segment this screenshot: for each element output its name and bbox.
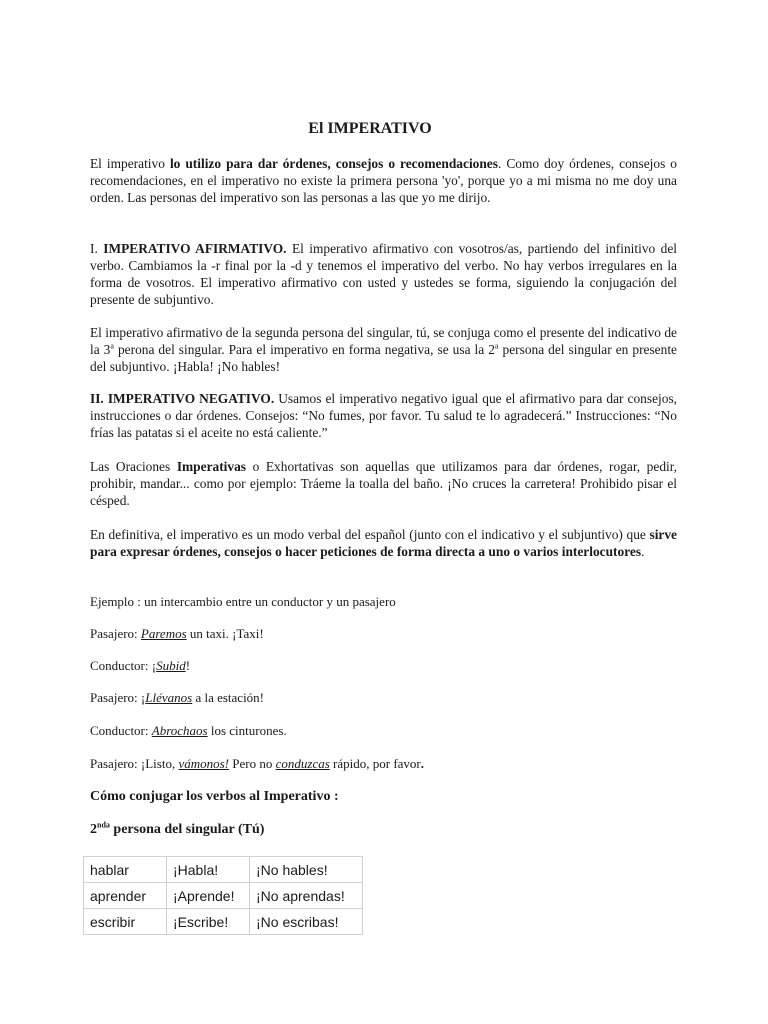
paragraph-oraciones [90, 458, 677, 509]
imperative-verb: Llévanos [145, 690, 193, 705]
affirmative-cell: ¡Escribe! [167, 909, 250, 935]
section-heading-conjugation: Cómo conjugar los verbos al Imperativo : [90, 789, 339, 804]
text: El imperativo afirmativo de la segunda persona del singular, tú, se conjuga como el presente del indicativo de la 3 [90, 325, 677, 357]
text: Usamos el imperativo negativo igual que el afirmativo para dar consejos, instrucciones o dar órdenes. Consejos: “No fumes, por favor. Tu salud te lo agradecerá.” Instrucciones: “No frías las patatas si el aceite no está caliente.” [90, 391, 678, 440]
imperative-verb: Subid [156, 658, 186, 673]
text: o Exhortativas son aquellas que utilizamos para dar órdenes, rogar, pedir, prohibir, mandar... como por ejemplo: Tráeme la toalla del baño. ¡No cruces la carretera! Prohibido pisar el césped. [90, 459, 678, 508]
text: . Como doy órdenes, consejos o recomendaciones, en el imperativo no existe la primera persona 'yo', porque yo a mi misma no me doy una orden. Las personas del imperativo son las personas a las que yo me dirijo. [90, 156, 677, 205]
paragraph-definition [90, 526, 677, 560]
affirmative-cell: ¡Habla! [167, 857, 250, 883]
imperative-verb: Paremos [140, 626, 187, 641]
table-row [84, 909, 363, 935]
conjugation-table [83, 856, 363, 935]
text: persona del singular (Tú) [109, 822, 265, 837]
text: Pero no [229, 756, 276, 771]
bold-text: Imperativas [176, 459, 246, 474]
text: En definitiva, el imperativo es un modo verbal del español (junto con el indicativo y el subjuntivo) que [90, 527, 650, 542]
negative-cell: ¡No hables! [250, 857, 363, 883]
text: persona del singular en presente del subjuntivo. ¡Habla! ¡No hables! [90, 342, 677, 374]
bold-text: lo utilizo para dar órdenes, consejos o recomendaciones [169, 156, 498, 171]
superscript: a [110, 341, 114, 351]
text: los cinturones. [207, 723, 287, 738]
text: I. [90, 241, 104, 256]
dialogue-line [90, 755, 690, 772]
paragraph-intro [90, 155, 677, 206]
negative-cell: ¡No escribas! [250, 909, 363, 935]
infinitive-cell: aprender [84, 883, 167, 909]
page-title: El IMPERATIVO [308, 120, 432, 137]
bold-period: . [420, 756, 424, 771]
infinitive-cell: escribir [84, 909, 167, 935]
bold-text: IMPERATIVO AFIRMATIVO. [103, 241, 287, 256]
speaker-text: Pasajero: ¡Listo, [90, 756, 179, 771]
negative-cell: ¡No aprendas! [250, 883, 363, 909]
paragraph-second-person [90, 324, 677, 375]
imperative-verb: conduzcas [275, 756, 330, 771]
bold-text: II. IMPERATIVO NEGATIVO. [90, 391, 275, 406]
table-row [84, 883, 363, 909]
text: a la estación! [192, 690, 265, 705]
bold-text: sirve para expresar órdenes, consejos o hacer peticiones de forma directa a uno o varios interlocutores [90, 527, 677, 559]
text: rápido, por favor [329, 756, 421, 771]
imperative-verb: vámonos! [178, 756, 230, 771]
imperative-verb: Abrochaos [151, 723, 208, 738]
example-intro: Ejemplo : un intercambio entre un conductor y un pasajero [90, 594, 396, 609]
dialogue-line [90, 657, 690, 674]
text: Las Oraciones [90, 459, 177, 474]
text: El imperativo [90, 156, 170, 171]
infinitive-cell: hablar [84, 857, 167, 883]
affirmative-cell: ¡Aprende! [167, 883, 250, 909]
table-row [84, 857, 363, 883]
text: . [641, 544, 645, 559]
speaker-text: Conductor: [90, 723, 152, 738]
dialogue-line [90, 722, 690, 739]
speaker-text: Pasajero: [90, 626, 141, 641]
paragraph-negative [90, 390, 677, 441]
text: un taxi. ¡Taxi! [186, 626, 264, 641]
paragraph-affirmative [90, 240, 677, 308]
superscript: a [494, 341, 499, 351]
text: El imperativo afirmativo con vosotros/as, partiendo del infinitivo del verbo. Cambiamos la -r final por la -d y tenemos el imperativo del verbo. No hay verbos irregulares en la forma de vosotros. El imperativo afirmativo con usted y ustedes se forma, siguiendo la conjugación del presente de subjuntivo. [90, 241, 677, 307]
speaker-text: Conductor: ¡ [90, 658, 157, 673]
dialogue-line [90, 625, 690, 642]
speaker-text: Pasajero: ¡ [90, 690, 146, 705]
section-heading-second-person [90, 822, 264, 838]
text: perona del singular. Para el imperativo en forma negativa, se usa la 2 [113, 342, 495, 357]
dialogue-line [90, 689, 690, 706]
superscript: nda [97, 820, 110, 830]
text: 2 [90, 822, 97, 837]
text: ! [185, 658, 191, 673]
